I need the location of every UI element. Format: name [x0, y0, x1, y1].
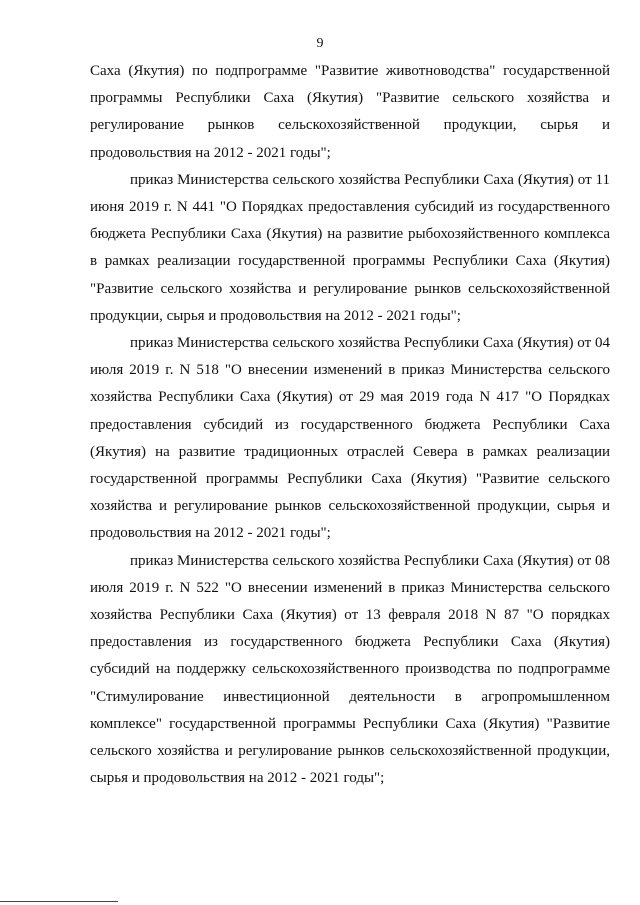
footer-divider	[0, 901, 118, 902]
document-body	[90, 58, 610, 792]
paragraph-order-522: приказ Министерства сельского хозяйства Республики Саха (Якутия) от 08 июля 2019 г. N 522 "О внесении изменений в приказ Министерства сельского хозяйства Республики Саха (Якутия) от 13 февраля 2018 N 87 "О порядках предоставления из государственного бюджета Республики Саха (Якутия) субсидий на поддержку сельскохозяйственного производства по подпрограмме "Стимулирование инвестиционной деятельности в агропромышленном комплексе" государственной программы Республики Саха (Якутия) "Развитие сельского хозяйства и регулирование рынков сельскохозяйственной продукции, сырья и продовольствия на 2012 - 2021 годы";	[90, 552, 610, 787]
paragraph-continuation: Саха (Якутия) по подпрограмме "Развитие животноводства" государственной программы Республики Саха (Якутия) "Развитие сельского хозяйства и регулирование рынков сельскохозяйственной продукции, сырья и продовольствия на 2012 - 2021 годы";	[90, 63, 610, 161]
paragraph-order-518: приказ Министерства сельского хозяйства Республики Саха (Якутия) от 04 июля 2019 г. N 518 "О внесении изменений в приказ Министерства сельского хозяйства Республики Саха (Якутия) от 29 мая 2019 года N 417 "О Порядках предоставления субсидий из государственного бюджета Республики Саха (Якутия) на развитие традиционных отраслей Севера в рамках реализации государственной программы Республики Саха (Якутия) "Развитие сельского хозяйства и регулирование рынков сельскохозяйственной продукции, сырья и продовольствия на 2012 - 2021 годы";	[90, 335, 610, 542]
page-number: 9	[316, 36, 324, 51]
paragraph-order-441: приказ Министерства сельского хозяйства Республики Саха (Якутия) от 11 июня 2019 г. N 441 "О Порядках предоставления субсидий из государственного бюджета Республики Саха (Якутия) на развитие рыбохозяйственного комплекса в рамках реализации государственной программы Республики Саха (Якутия) "Развитие сельского хозяйства и регулирование рынков сельскохозяйственной продукции, сырья и продовольствия на 2012 - 2021 годы";	[90, 171, 610, 324]
